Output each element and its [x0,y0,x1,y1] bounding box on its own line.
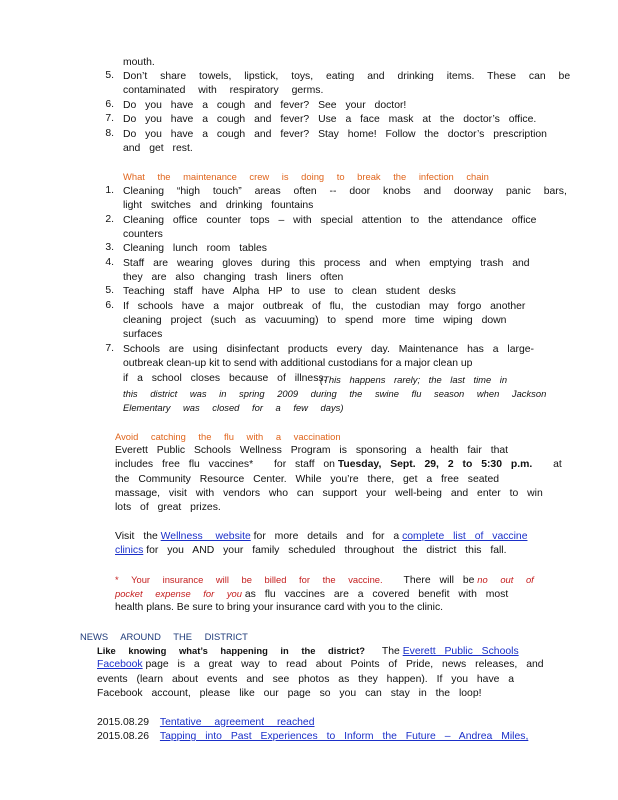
news-date: 2015.08.29 [97,717,150,728]
insurance-note: no out of [477,574,534,585]
list-item: and get rest. [123,143,193,154]
insurance-note: pocket expense for you [115,588,242,599]
wellness-website-link[interactable]: Wellness website [160,531,251,542]
list-item: Don’t share towels, lipstick, toys, eating and drinking items. These can be [123,71,571,82]
news-text: The [381,646,400,657]
vaccine-clinics-link[interactable]: clinics [115,545,144,556]
wellness-text: for you AND your family scheduled throughout the district this fall. [146,545,507,556]
list-item: Schools are using disinfectant products every day. Maintenance has a large- [123,344,534,355]
insurance-note: * Your insurance will be billed for the vaccine. [115,574,383,585]
list-item: Do you have a cough and fever? Use a face mask at the doctor’s office. [123,114,537,125]
list-item: Cleaning office counter tops – with special attention to the attendance office [123,215,537,226]
list-item-number: 5. [105,285,114,296]
vaccination-text: includes free flu vaccines* [115,459,254,470]
list-item: If schools have a major outbreak of flu, the custodian may forgo another [123,301,526,312]
list-item-number: 7. [105,343,114,354]
news-text: page is a great way to read about Points of Pride, news releases, and [145,659,544,670]
facebook-page-link[interactable]: Everett Public Schools [402,646,519,657]
section-heading-maintenance: What the maintenance crew is doing to break the infection chain [123,171,489,182]
wellness-paragraph [115,530,527,543]
news-lead: Like knowing what’s happening in the district? [97,645,365,656]
vaccination-paragraph: Everett Public Schools Wellness Program is sponsoring a health fair that [115,445,509,456]
list-item: light switches and drinking fountains [123,200,314,211]
list-item: Staff are wearing gloves during this process and when emptying trash and [123,258,530,269]
vaccination-paragraph: the Community Resource Center. While you’re there, get a free seated [115,474,500,485]
insurance-text: as flu vaccines are a covered benefit with most [244,589,509,600]
list-item: contaminated with respiratory germs. [123,85,324,96]
list-item-note: this district was in spring 2009 during the swine flu season when Jackson [123,388,547,399]
section-heading-news: NEWS AROUND THE DISTRICT [80,631,248,642]
wellness-text: Visit the [115,531,158,542]
vaccination-paragraph: massage, visit with vendors who can support your well-being and enter to win [115,488,543,499]
list-item-note: (This happens rarely; the last time in [320,374,508,385]
list-item: Cleaning “high touch” areas often -- door knobs and doorway panic bars, [123,186,567,197]
insurance-paragraph: health plans. Be sure to bring your insurance card with you to the clinic. [115,602,444,613]
list-item: cleaning project (such as vacuuming) to spend more time wiping down [123,315,507,326]
news-date: 2015.08.26 [97,731,150,742]
wellness-text: for more details and for a [253,531,400,542]
list-item-number: 8. [105,128,114,139]
vaccination-text: at [553,459,562,470]
vaccination-paragraph: lots of great prizes. [115,502,221,513]
news-paragraph: events (learn about events and see photos as they happen). If you have a [97,674,515,685]
list-item: Cleaning lunch room tables [123,243,267,254]
news-item [97,716,315,729]
list-item: counters [123,229,163,240]
facebook-page-link[interactable]: Facebook [97,659,143,670]
list-item: Teaching staff have Alpha HP to use to clean student desks [123,286,456,297]
list-item: they are also changing trash liners often [123,272,344,283]
list-item: Do you have a cough and fever? See your doctor! [123,100,407,111]
insurance-text: There will be [403,575,475,586]
vaccination-paragraph [115,458,562,471]
insurance-paragraph [115,587,508,601]
intro-tail: mouth. [123,57,155,68]
news-paragraph [97,644,519,658]
list-item-note: Elementary was closed for a few days) [123,402,344,413]
list-item: surfaces [123,329,163,340]
list-item-number: 2. [105,214,114,225]
list-item-number: 1. [105,185,114,196]
list-item-number: 7. [105,113,114,124]
vaccine-clinics-link[interactable]: complete list of vaccine [402,531,528,542]
news-paragraph [97,658,544,671]
list-item: Do you have a cough and fever? Stay home! Follow the doctor’s prescription [123,129,547,140]
vaccination-date: Tuesday, Sept. 29, 2 to 5:30 p.m. [337,459,533,470]
list-item-number: 6. [105,99,114,110]
list-item-number: 6. [105,300,114,311]
section-heading-vaccination: Avoid catching the flu with a vaccination [115,431,341,442]
wellness-paragraph [115,544,507,557]
list-item: if a school closes because of illness. [123,373,327,384]
list-item-number: 5. [105,70,114,81]
news-link[interactable]: Tapping into Past Experiences to Inform the Future – Andrea Miles, [159,731,529,742]
insurance-paragraph [115,573,534,587]
news-item [97,730,528,743]
news-link[interactable]: Tentative agreement reached [159,717,315,728]
list-item: outbreak clean-up kit to send with additional custodians for a major clean up [123,358,473,369]
list-item-number: 4. [105,257,114,268]
list-item-number: 3. [105,242,114,253]
news-paragraph: Facebook account, please like our page so you can stay in the loop! [97,688,482,699]
vaccination-text: for staff on [274,459,335,470]
